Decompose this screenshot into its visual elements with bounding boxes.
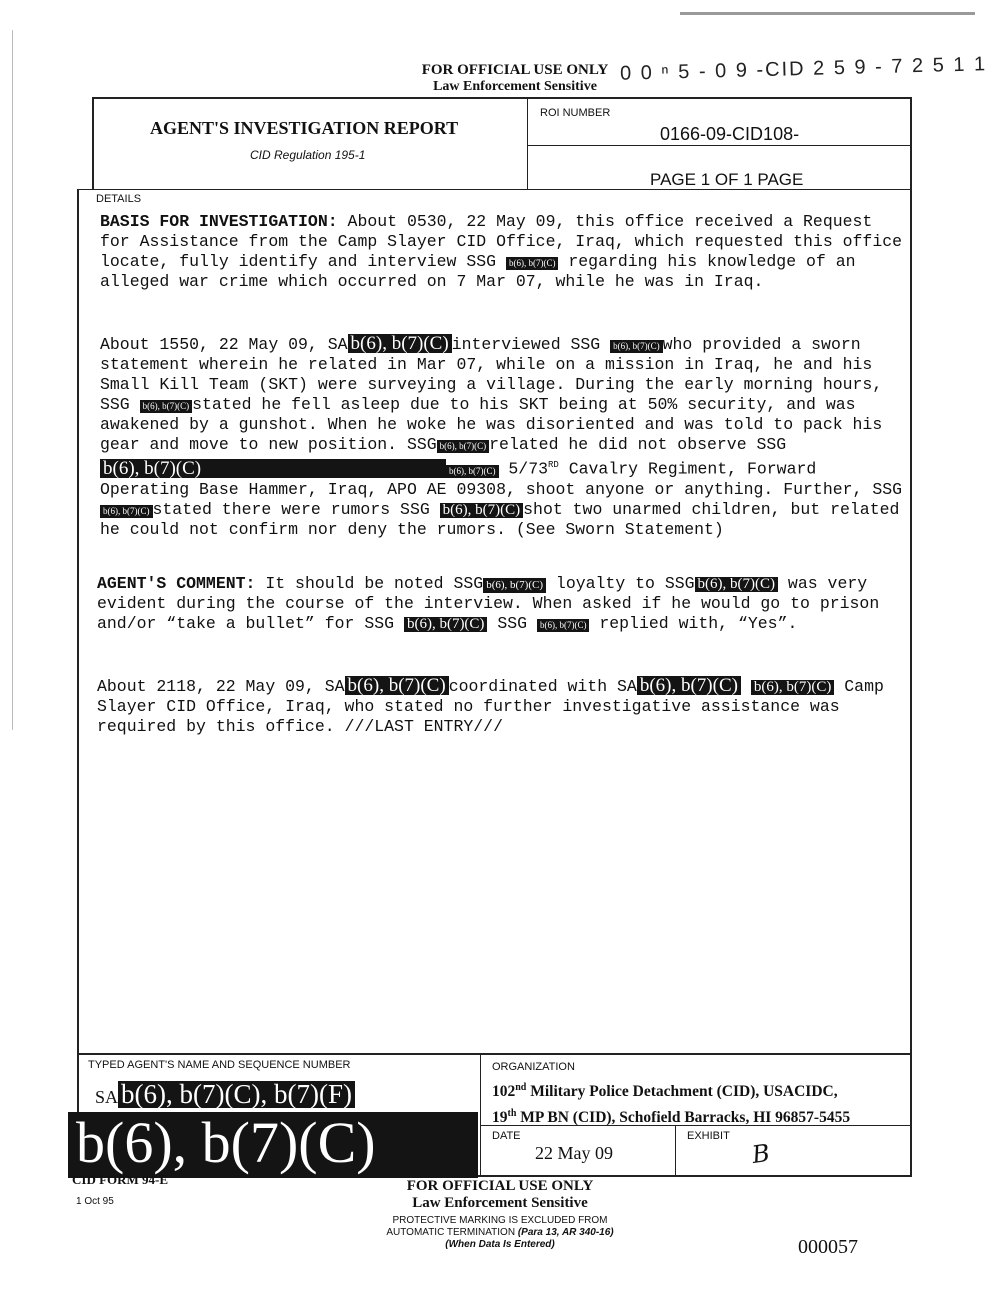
scan-artifact-top: [680, 12, 975, 15]
regulation-label: CID Regulation 195-1: [250, 148, 366, 162]
text: related he did not observe SSG: [489, 435, 787, 454]
protective-marking: [340, 1215, 660, 1251]
details-label: DETAILS: [96, 193, 142, 205]
protective-line-italic: (When Data Is Entered): [445, 1239, 555, 1250]
exhibit-label: EXHIBIT: [687, 1130, 730, 1142]
text: stated he fell asleep due to his SKT being at 50% security, and was awakened by a gunshot. When he woke he was disoriented and was told to pack his gear and move to new position. SSG: [100, 395, 883, 454]
form-date: 1 Oct 95: [76, 1196, 114, 1207]
form-right-border: [910, 97, 912, 1177]
text: loyalty to SSG: [546, 574, 695, 593]
top-marking-les: Law Enforcement Sensitive: [433, 79, 597, 94]
redaction-box: b(6), b(7)(C): [446, 465, 499, 478]
date-value: 22 May 09: [535, 1143, 613, 1163]
text: It should be noted SSG: [255, 574, 484, 593]
org-number: 19: [492, 1109, 508, 1127]
date-label: DATE: [492, 1130, 521, 1142]
text: who provided a sworn statement wherein he related in Mar 07, while on a mission in Iraq, he and his Small Kill Team (SKT) were surveying a village. During the early morning hours, SSG: [100, 335, 883, 414]
superscript: RD: [548, 460, 559, 470]
org-text: Military Police Detachment (CID), USACIDC,: [526, 1083, 838, 1101]
bottom-marking: [370, 1178, 630, 1212]
header-divider-vertical: [527, 97, 528, 190]
text: was very evident during the course of the interview. When asked if he would go to prison and/or “take a bullet” for SSG: [97, 574, 880, 633]
paragraph-agent-comment: [97, 574, 902, 634]
organization-label: ORGANIZATION: [492, 1061, 575, 1073]
heading-agent-comment: AGENT'S COMMENT:: [97, 574, 256, 593]
redaction-box: b(6), b(7)(C): [100, 505, 153, 518]
form-id: CID FORM 94-E: [72, 1172, 169, 1187]
page-number: 000057: [798, 1236, 858, 1258]
form-top-border: [92, 97, 912, 99]
text: shot two unarmed children, but related he could not confirm nor deny the rumors. (See Sworn Statement): [100, 499, 900, 539]
redaction-label-large: b(6), b(7)(C): [76, 1110, 376, 1175]
paragraph-interview: [100, 334, 905, 540]
roi-number-label: ROI NUMBER: [540, 107, 611, 119]
redaction-box: b(6), b(7)(C): [637, 676, 741, 695]
organization-value: [492, 1077, 850, 1129]
redaction-label: b(6), b(7)(C): [103, 457, 202, 479]
heading-basis: BASIS FOR INVESTIGATION:: [100, 212, 338, 231]
redaction-box: b(6), b(7)(C): [348, 334, 452, 353]
text: 5/73: [498, 459, 549, 479]
org-number: 102: [492, 1083, 516, 1101]
top-marking: [380, 62, 650, 95]
bates-number-top: 0 0 ⁿ 5 - 0 9 -CID 2 5 9 - 7 2 5 1 1: [619, 53, 988, 85]
top-marking-fouo: FOR OFFICIAL USE ONLY: [421, 62, 609, 78]
paragraph-coordination: [97, 676, 902, 737]
form-left-border-lower: [77, 190, 79, 1175]
redaction-box: b(6), b(7)(C): [483, 578, 546, 593]
agent-name-field: [95, 1081, 355, 1108]
page-count: PAGE 1 OF 1 PAGE: [650, 170, 804, 189]
redaction-box-large: [68, 1112, 478, 1178]
paragraph-basis: [100, 212, 905, 292]
form-left-border: [92, 97, 94, 190]
header-divider-roi: [527, 145, 911, 146]
text: replied with, “Yes”.: [589, 614, 798, 633]
redaction-box-agent: b(6), b(7)(C), b(7)(F): [118, 1081, 355, 1108]
redaction-box: b(6), b(7)(C): [404, 617, 487, 632]
text: regarding his knowledge of an alleged war crime which occurred on 7 Mar 07, while he was in Iraq.: [100, 252, 856, 291]
footer-exhibit-divider: [675, 1125, 676, 1175]
text: About 0530, 22 May 09, this office received a Request for Assistance from the Camp Slayer CID Office, Iraq, which requested this office locate, fully identify and interview SSG: [100, 212, 903, 271]
redaction-box: b(6), b(7)(C): [140, 400, 193, 413]
org-sup: th: [507, 1108, 517, 1120]
text: About 2118, 22 May 09, SA: [97, 677, 345, 696]
redaction-box: b(6), b(7)(C): [437, 440, 490, 453]
footer-top-border: [77, 1053, 911, 1055]
redaction-box: b(6), b(7)(C): [345, 676, 449, 695]
text: interviewed SSG: [451, 335, 611, 354]
text: Cavalry Regiment, Forward Operating Base Hammer, Iraq, APO AE 09308, shoot anyone or anything. Further, SSG: [100, 459, 903, 499]
text: stated there were rumors SSG: [152, 499, 440, 519]
report-title: AGENT'S INVESTIGATION REPORT: [150, 118, 459, 138]
roi-number-value: 0166-09-CID108-: [660, 124, 800, 144]
protective-line-italic: (Para 13, AR 340-16): [517, 1227, 614, 1238]
bottom-marking-fouo: FOR OFFICIAL USE ONLY: [406, 1178, 594, 1194]
redaction-box: b(6), b(7)(C): [537, 619, 590, 632]
org-sup: nd: [515, 1082, 527, 1093]
exhibit-value: B: [750, 1138, 772, 1170]
text: Camp Slayer CID Office, Iraq, who stated no further investigative assistance was required by this office. ///LAST ENTRY///: [97, 677, 884, 736]
agent-prefix: SA: [95, 1087, 119, 1107]
protective-line: AUTOMATIC TERMINATION: [386, 1227, 516, 1238]
redaction-box: b(6), b(7)(C): [751, 680, 834, 695]
scan-artifact-left: [12, 30, 13, 730]
org-text: MP BN (CID), Schofield Barracks, HI 96857-5455: [516, 1109, 851, 1127]
redaction-box: b(6), b(7)(C): [695, 577, 778, 592]
protective-line: PROTECTIVE MARKING IS EXCLUDED FROM: [392, 1215, 608, 1226]
redaction-box: b(6), b(7)(C): [506, 257, 559, 270]
footer-divider-vertical: [480, 1055, 481, 1175]
text: SSG: [487, 614, 537, 633]
redaction-box: b(6), b(7)(C): [440, 503, 523, 518]
text: coordinated with SA: [448, 677, 637, 696]
agent-name-label: TYPED AGENT'S NAME AND SEQUENCE NUMBER: [88, 1059, 351, 1071]
redaction-box: b(6), b(7)(C): [610, 340, 663, 353]
redaction-box-wide: [100, 459, 446, 478]
bottom-marking-les: Law Enforcement Sensitive: [412, 1195, 588, 1211]
text: About 1550, 22 May 09, SA: [100, 335, 348, 354]
